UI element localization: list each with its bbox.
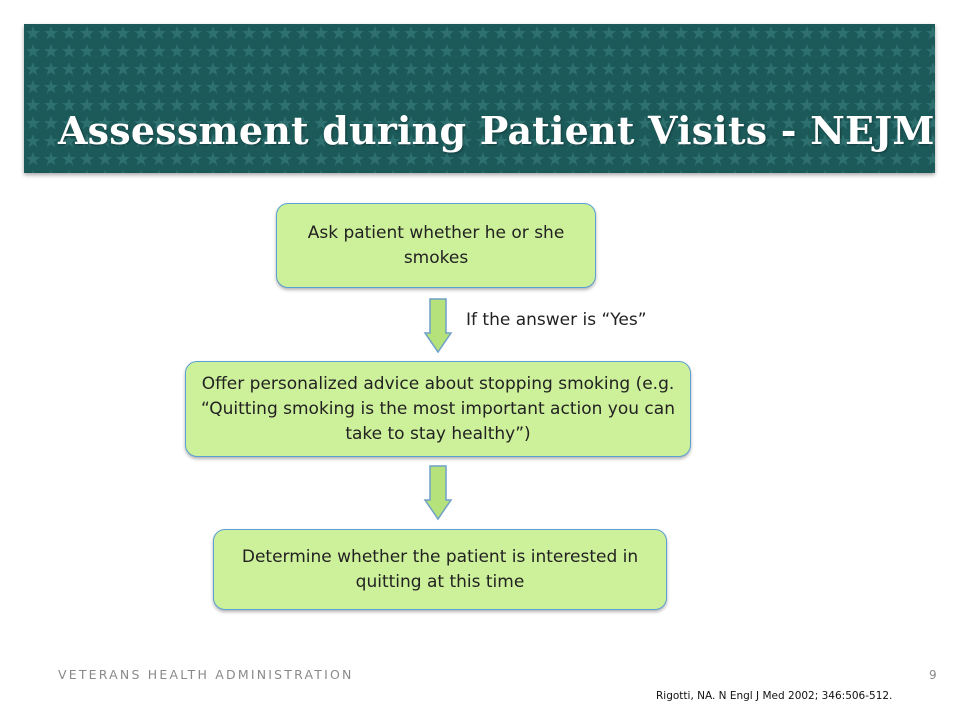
down-arrow-icon [423, 297, 453, 355]
slide-title: Assessment during Patient Visits - NEJM [58, 108, 935, 153]
down-arrow-icon [423, 464, 453, 522]
flow-step-determine-text: Determine whether the patient is interested in quitting at this time [241, 546, 639, 592]
flow-step-advice [185, 361, 691, 457]
flow-step-determine [213, 529, 667, 610]
flow-step-ask-text: Ask patient whether he or she smokes [307, 222, 565, 268]
page-number: 9 [929, 668, 937, 682]
footer-organization: VETERANS HEALTH ADMINISTRATION [58, 667, 354, 682]
condition-label: If the answer is “Yes” [466, 310, 647, 330]
flow-step-advice-text: Offer personalized advice about stopping smoking (e.g. “Quitting smoking is the most important action you can take to stay healthy”) [201, 373, 675, 444]
citation: Rigotti, NA. N Engl J Med 2002; 346:506-512. [656, 690, 893, 702]
flow-step-ask [276, 203, 596, 288]
